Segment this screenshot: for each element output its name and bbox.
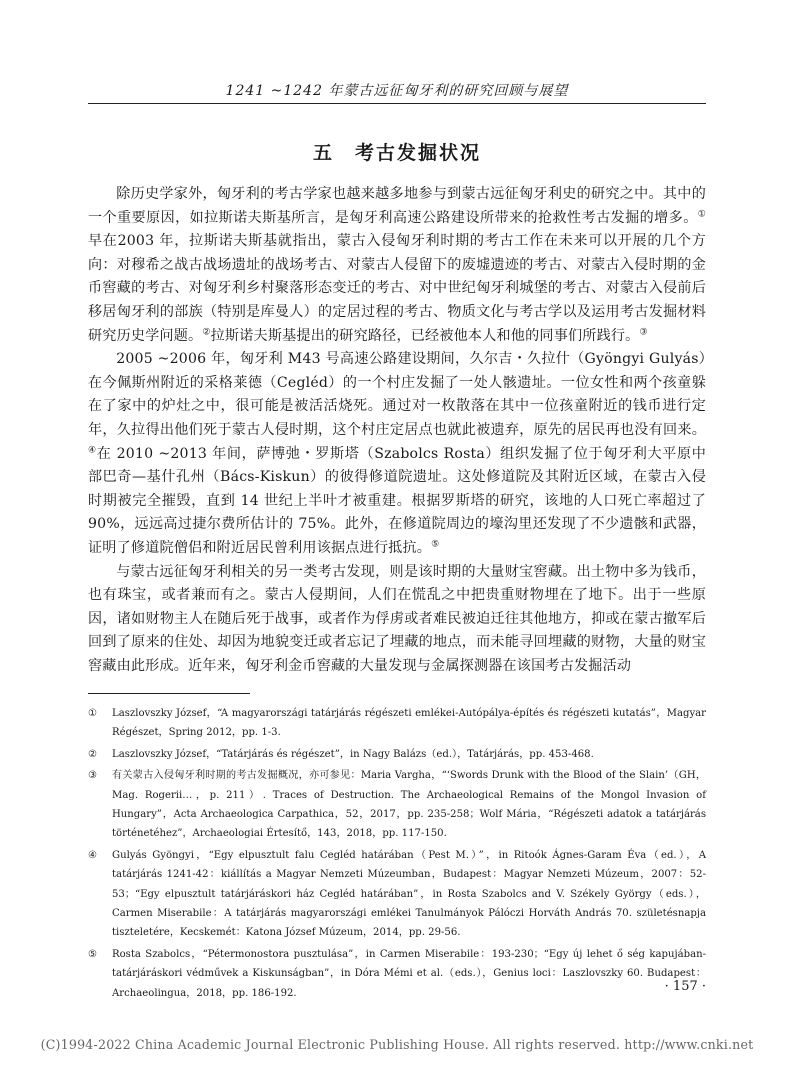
footnote-number: ⑤ <box>88 948 98 960</box>
footnote-text: Laszlovszky József，“A magyarországi tatárjárás régészeti emlékei-Autópálya-építés és régészeti kutatás”，Magyar Régészet，Spring 2012，pp. 1-3. <box>112 708 706 739</box>
footnote-number: ② <box>88 748 98 760</box>
footnote-number: ③ <box>88 770 98 782</box>
body-text <box>88 183 706 678</box>
footnotes <box>88 704 706 1005</box>
copyright-notice: (C)1994-2022 China Academic Journal Electronic Publishing House. All rights reserved. http://www.cnki.net <box>40 1037 754 1052</box>
footnote <box>88 745 706 764</box>
footnote-text: Gulyás Gyöngyi，“Egy elpusztult falu Cegléd határában（Pest M.）”，in Ritoók Ágnes-Garam Éva（ed.），A tatárjárás 1241-42：kiállítás a Magyar Nemzeti Múzeumban，Budapest：Magyar Nemzeti Múzeum，2007：52-53；“Egy elpusztult tatárjáráskori ház Cegléd határában”，in Rosta Szabolcs and V. Székely György（eds.），Carmen Miserabile：A tatárjárás magyarországi emlékei Tanulmányok Pálóczi Horváth András 70. születésnapja tiszteletére，Kecskemét：Katona József Múzeum，2014，pp. 29-56. <box>112 849 706 939</box>
footnote-rule <box>88 693 250 694</box>
footnote <box>88 945 706 1003</box>
paragraph-2: 2005 ~2006 年，匈牙利 M43 号高速公路建设期间，久尔吉・久拉什（Gyöngyi Gulyás）在今佩斯州附近的采格莱德（Cegléd）的一个村庄发掘了一处人骸遗址。一位女性和两个孩童躲在了家中的炉灶之中，很可能是被活活烧死。通过对一枚散落在其中一位孩童附近的钱币进行定年，久拉得出他们死于蒙古人侵时期，这个村庄定居点也就此被遗弃，原先的居民再也没有回来。④在 2010 ~2013 年间，萨博弛・罗斯塔（Szabolcs Rosta）组织发掘了位于匈牙利大平原中部巴奇—基什孔州（Bács-Kiskun）的彼得修道院遗址。这处修道院及其附近区域，在蒙古入侵时期被完全摧毁，直到 14 世纪上半叶才被重建。根据罗斯塔的研究，该地的人口死亡率超过了 90%，远远高过捷尔费所估计的 75%。此外，在修道院周边的壕沟里还发现了不少遗骸和武器，证明了修道院僧侣和附近居民曾利用该据点进行抵抗。⑤ <box>88 351 706 556</box>
footnote-text: 有关蒙古入侵匈牙利时期的考古发掘概况，亦可参见：Maria Vargha，“‘Swords Drunk with the Blood of the Slain’（GH，Mag. Rogerii…，p. 211）. Traces of Destruction. The Archaeological Remains of the Mongol Invasion of Hungary”，Acta Archaeologica Carpathica，52，2017，pp. 235-258；Wolf Mária，“Régészeti adatok a tatárjárás történetéhez”，Archaeologiai Értesítő，143，2018，pp. 117-150. <box>112 770 706 840</box>
footnote-ref-5[interactable]: ⑤ <box>431 539 440 550</box>
paragraph-3: 与蒙古远征匈牙利相关的另一类考古发现，则是该时期的大量财宝窖藏。出土物中多为钱币，也有珠宝，或者兼而有之。蒙古人侵期间，人们在慌乱之中把贵重财物埋在了地下。出于一些原因，诸如财物主人在随后死于战事，或者作为俘虏或者难民被迫迁往其他地方，抑或在蒙古撤军后回到了原来的住处、却因为地貌变迁或者忘记了埋藏的地点，而未能寻回埋藏的财物，大量的财宝窖藏由此形成。近年来，匈牙利金币窖藏的大量发现与金属探测器在该国考古发掘活动 <box>88 563 706 674</box>
footnote-ref-2[interactable]: ② <box>202 326 211 337</box>
footnote-number: ④ <box>88 849 98 861</box>
footnote-text: Rosta Szabolcs，“Pétermonostora pusztulása”，in Carmen Miserabile：193-230；“Egy új lehet ő ség kapujában-tatárjáráskori védművek a Kiskunságban”，in Dóra Mémi et al.（eds.），Genius loci：Laszlovszky 60. Budapest：Archaeolingua，2018，pp. 186-192. <box>112 948 706 999</box>
footnote <box>88 704 706 743</box>
page-number: · 157 · <box>664 979 706 994</box>
running-head: 1241 ~1242 年蒙古远征匈牙利的研究回顾与展望 <box>225 83 569 99</box>
footnote-ref-1[interactable]: ① <box>697 208 706 219</box>
header-rule <box>88 103 706 104</box>
footnote <box>88 846 706 943</box>
paragraph-1: 除历史学家外，匈牙利的考古学家也越来越多地参与到蒙古远征匈牙利史的研究之中。其中的一个重要原因，如拉斯诺夫斯基所言，是匈牙利高速公路建设所带来的抢救性考古发掘的增多。① 早在2003 年，拉斯诺夫斯基就指出，蒙古入侵匈牙利时期的考古工作在未来可以开展的几个方向：对穆希之战古战场遗址的战场考古、对蒙古人侵留下的废墟遗迹的考古、对蒙古入侵时期的金币窖藏的考古、对匈牙利乡村聚落形态变迁的考古、对中世纪匈牙利城堡的考古、对蒙古入侵前后移居匈牙利的部族（特别是库曼人）的定居过程的考古、物质文化与考古学以及运用考古发掘材料研究历史学问题。②拉斯诺夫斯基提出的研究路径，已经被他本人和他的同事们所践行。③ <box>88 186 706 344</box>
footnote <box>88 766 706 844</box>
footnote-ref-3[interactable]: ③ <box>639 326 648 337</box>
footnote-text: Laszlovszky József，“Tatárjárás és régészet”，in Nagy Balázs（ed.），Tatárjárás，pp. 453-468. <box>112 748 594 760</box>
section-title: 五 考古发掘状况 <box>312 142 481 164</box>
footnote-ref-4[interactable]: ④ <box>88 444 97 455</box>
footnote-number: ① <box>88 708 98 719</box>
